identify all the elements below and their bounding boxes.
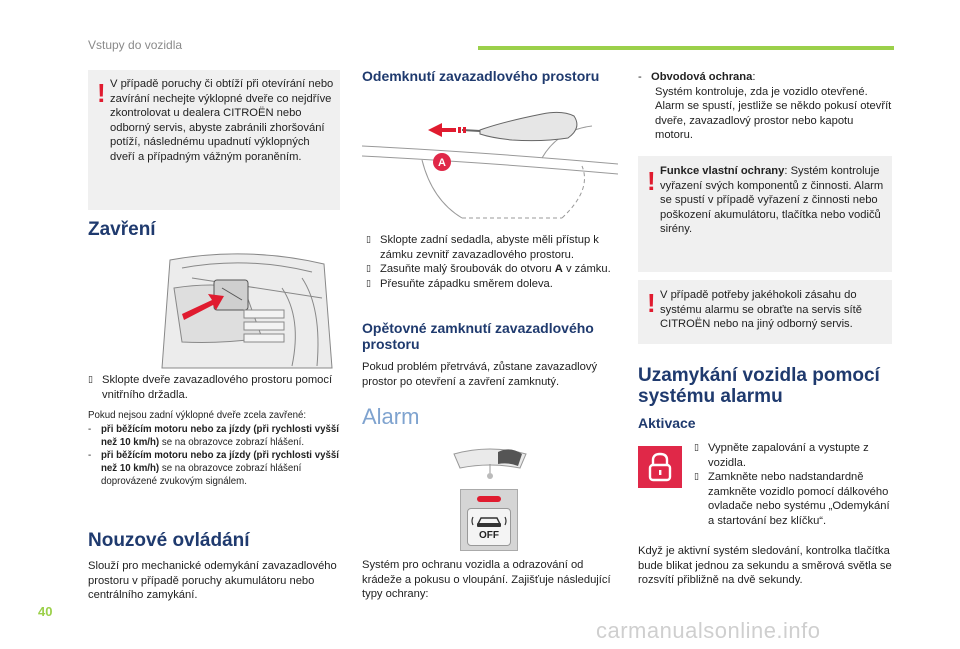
emergency-text: Slouží pro mechanické odemykání zavazadlového prostoru v případě poruchy akumulátoru nebo centrálního zamykání. (88, 560, 337, 602)
unlock-bullet: ▯ Přesuňte západku směrem doleva. (366, 277, 553, 290)
note-item-rest: se na obrazovce zobrazí hlášení doprovázené zvukovým signálem. (101, 463, 302, 487)
warning-icon: ! (97, 78, 106, 108)
activation-bullet: ▯ Vypněte zapalování a vystupte z vozidla. (694, 442, 869, 469)
unlock-bullets (366, 233, 622, 291)
note-item-bold: při běžícím motoru nebo za jízdy (při rychlosti vyšší než 10 km/h) (101, 450, 339, 474)
section-header: Vstupy do vozidla (88, 38, 183, 52)
note-item-rest: se na obrazovce zobrazí hlášení. (159, 437, 305, 448)
activation-title: Aktivace (638, 415, 696, 431)
note-item-bold: při běžícím motoru nebo za jízdy (při rychlosti vyšší než 10 km/h) (101, 424, 339, 448)
selfprotection-bold: Funkce vlastní ochrany (660, 165, 785, 177)
warning-box (88, 70, 340, 210)
lock-title: Uzamykání vozidla pomocí systému alarmu (638, 365, 880, 407)
tailgate-handle-illustration (152, 248, 342, 374)
perimeter-protection: - Obvodová ochrana: Systém kontroluje, zda je vozidlo otevřené. Alarm se spustí, jestliže se někdo pokusí otevřít dveře, zavazadlový prostor nebo kapotu motoru. (638, 71, 892, 142)
closing-title: Zavření (88, 219, 156, 240)
alarm-text: Systém pro ochranu vozidla a odrazování od krádeže a pokusu o vloupání. Zajišťuje následující typy ochrany: (362, 559, 611, 601)
alarm-off-button[interactable] (467, 508, 511, 546)
unlock-bullet: ▯ Zasuňte malý šroubovák do otvoru A v zámku. (366, 263, 611, 276)
closing-bullet (88, 373, 338, 402)
car-alarm-icon (468, 511, 510, 531)
padlock-icon (638, 446, 682, 488)
closing-bullet-text: Sklopte dveře zavazadlového prostoru pomocí vnitřního držadla. (102, 374, 333, 401)
warning-text: V případě poruchy či obtíží při otevírání nebo zavírání nechejte výklopné dveře co nejdříve zkontrolovat u dealera CITROËN nebo odborný servis, abyste zabránili zhoršování potíží, následnému upadnutí výklopných dveří a případným vážným poraněním. (110, 78, 334, 163)
header-accent-bar (478, 46, 894, 50)
bullet-marker-icon: ▯ (366, 264, 371, 275)
perimeter-text: Systém kontroluje, zda je vozidlo otevřené. Alarm se spustí, jestliže se někdo pokusí otevřít dveře, zavazadlový prostor nebo kapotu motoru. (655, 85, 892, 142)
selfprotection-text: Funkce vlastní ochrany: Systém kontroluje vyřazení svých komponentů z činnosti. Alarm se spustí v případě vyřazení z činnosti nebo poškození akumulátoru, tlačítka nebo vodičů sirény. (660, 165, 884, 236)
relock-title: Opětovné zamknutí zavazadlového prostoru (362, 320, 594, 352)
alarm-sensor-illustration (450, 440, 530, 482)
off-label: OFF (479, 530, 499, 541)
bullet-marker-icon: ▯ (694, 443, 699, 453)
relock-text: Pokud problém přetrvává, zůstane zavazadlový prostor po otevření a zavření zamknutý. (362, 361, 598, 388)
service-text: V případě potřeby jakéhokoli zásahu do systému alarmu se obraťte na servis sítě CITROËN nebo na jiný odborný servis. (660, 289, 862, 331)
activation-bullets (694, 441, 890, 529)
unlock-title: Odemknutí zavazadlového prostoru (362, 68, 600, 84)
activation-note: Když je aktivní systém sledování, kontrolka tlačítka bude blikat jednou za sekundu a směrová světla se rozsvítí přibližně na dvě sekundy. (638, 545, 892, 587)
alarm-led-icon (477, 496, 501, 502)
bullet-marker-icon: ▯ (366, 278, 371, 289)
unlock-bullet: ▯ Sklopte zadní sedadla, abyste měli přístup k zámku zevnitř zavazadlového prostoru. (366, 234, 599, 261)
callout-a: A (438, 157, 446, 169)
closing-note-item: - při běžícím motoru nebo za jízdy (při rychlosti vyšší než 10 km/h) se na obrazovce zobrazí hlášení. (88, 424, 339, 448)
bullet-marker-icon: ▯ (88, 375, 93, 385)
selfprotection-box (638, 156, 892, 272)
bullet-marker-icon: ▯ (366, 235, 371, 245)
service-box (638, 280, 892, 344)
alarm-button-panel (460, 489, 518, 551)
closing-note-intro: Pokud nejsou zadní výklopné dveře zcela zavřené: (88, 410, 307, 421)
bullet-marker-icon: ▯ (694, 472, 699, 483)
warning-icon: ! (647, 166, 656, 196)
warning-icon: ! (647, 288, 656, 318)
emergency-title: Nouzové ovládání (88, 530, 250, 551)
perimeter-bold: Obvodová ochrana (651, 71, 753, 83)
closing-note-item: - při běžícím motoru nebo za jízdy (při rychlosti vyšší než 10 km/h) se na obrazovce zobrazí hlášení doprovázené zvukovým signálem. (88, 450, 339, 487)
alarm-title: Alarm (362, 404, 420, 429)
activation-bullet: ▯ Zamkněte nebo nadstandardně zamkněte vozidlo pomocí dálkového ovladače nebo systému „Odemykání a startování bez klíčku“. (694, 471, 890, 527)
page-number: 40 (38, 604, 53, 619)
lock-icon-badge (638, 446, 682, 488)
lock-screwdriver-illustration (362, 100, 618, 224)
watermark: carmanualsonline.info (596, 618, 821, 643)
closing-note (88, 409, 340, 488)
